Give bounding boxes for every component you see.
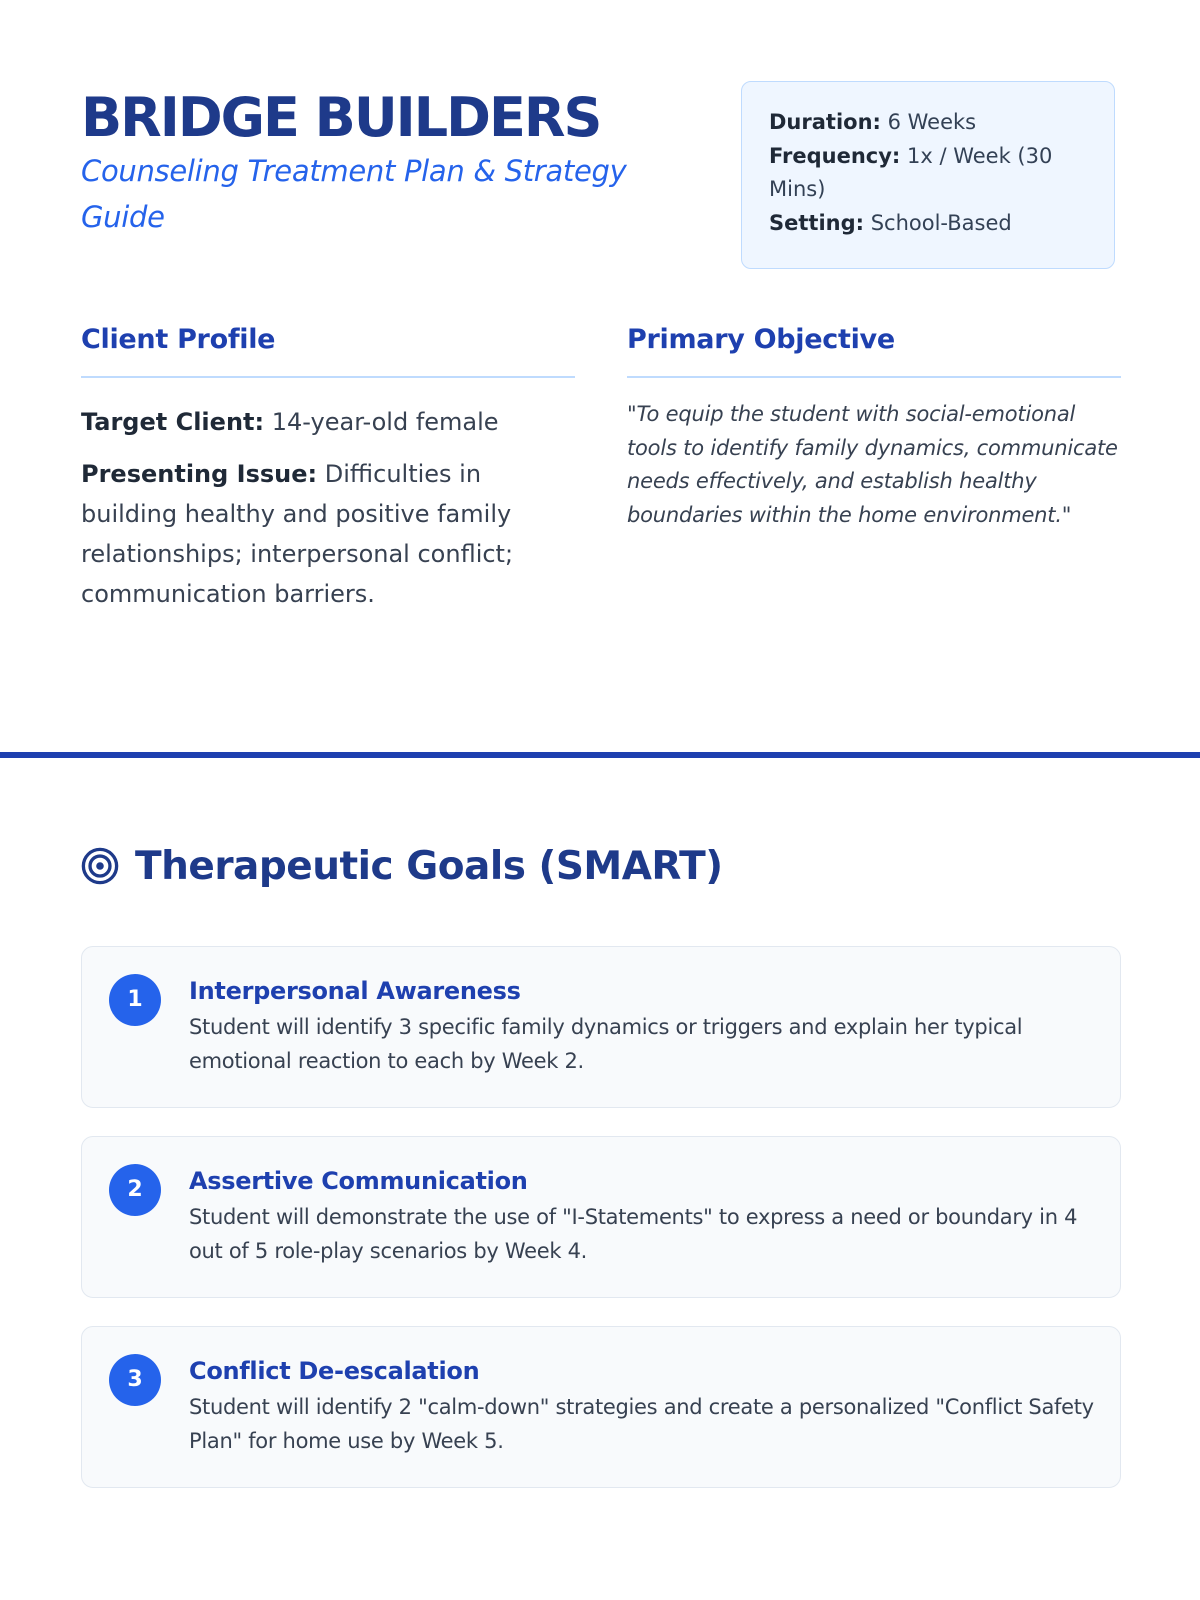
goal-title: Assertive Communication bbox=[189, 1167, 528, 1195]
goals-heading bbox=[81, 838, 723, 894]
goal-description: Student will identify 3 specific family dynamics or triggers and explain her typical emotional reaction to each by Week 2. bbox=[189, 1015, 1023, 1073]
page-title: BRIDGE BUILDERS bbox=[81, 86, 601, 149]
frequency-value: 1x / Week (30 Mins) bbox=[769, 143, 1053, 201]
presenting-issue-label: Presenting Issue: bbox=[81, 460, 318, 488]
primary-objective-quote: "To equip the student with social-emotional tools to identify family dynamics, communicate needs effectively, and establish healthy boundaries within the home environment." bbox=[627, 402, 1118, 527]
goal-number-badge: 1 bbox=[109, 974, 161, 1026]
client-profile-body bbox=[81, 402, 575, 614]
target-client-label: Target Client: bbox=[81, 408, 265, 436]
goal-card bbox=[81, 1326, 1121, 1488]
target-client-value: 14-year-old female bbox=[271, 408, 499, 436]
goal-card bbox=[81, 946, 1121, 1108]
duration-line bbox=[769, 106, 1088, 140]
goal-title: Conflict De-escalation bbox=[189, 1357, 480, 1385]
setting-value: School-Based bbox=[870, 210, 1012, 235]
frequency-line bbox=[769, 140, 1088, 207]
setting-line bbox=[769, 207, 1088, 241]
target-client-line bbox=[81, 402, 575, 442]
goal-card bbox=[81, 1136, 1121, 1298]
goal-title: Interpersonal Awareness bbox=[189, 977, 521, 1005]
frequency-label: Frequency: bbox=[769, 143, 901, 168]
goals-title: Therapeutic Goals (SMART) bbox=[135, 843, 723, 889]
page-subtitle: Counseling Treatment Plan & Strategy Guide bbox=[81, 154, 627, 234]
goal-number-badge: 2 bbox=[109, 1164, 161, 1216]
client-profile-heading: Client Profile bbox=[81, 320, 575, 378]
duration-label: Duration: bbox=[769, 110, 881, 134]
duration-value: 6 Weeks bbox=[887, 110, 977, 134]
presenting-issue-line bbox=[81, 454, 575, 614]
goal-description: Student will demonstrate the use of "I-Statements" to express a need or boundary in 4 out of 5 role-play scenarios by Week 4. bbox=[189, 1205, 1078, 1263]
primary-objective-heading: Primary Objective bbox=[627, 320, 1121, 378]
presenting-issue-value: Difficulties in building healthy and positive family relationships; interpersonal conflict; communication barriers. bbox=[81, 460, 514, 608]
session-info-box bbox=[741, 81, 1115, 269]
target-icon bbox=[81, 847, 119, 885]
client-profile-section bbox=[81, 320, 575, 626]
section-divider bbox=[0, 752, 1200, 758]
goal-description: Student will identify 2 "calm-down" strategies and create a personalized "Conflict Safety Plan" for home use by Week 5. bbox=[189, 1395, 1094, 1453]
setting-label: Setting: bbox=[769, 210, 865, 235]
goal-number-badge: 3 bbox=[109, 1354, 161, 1406]
primary-objective-section bbox=[627, 320, 1121, 532]
page-header bbox=[81, 78, 1121, 278]
